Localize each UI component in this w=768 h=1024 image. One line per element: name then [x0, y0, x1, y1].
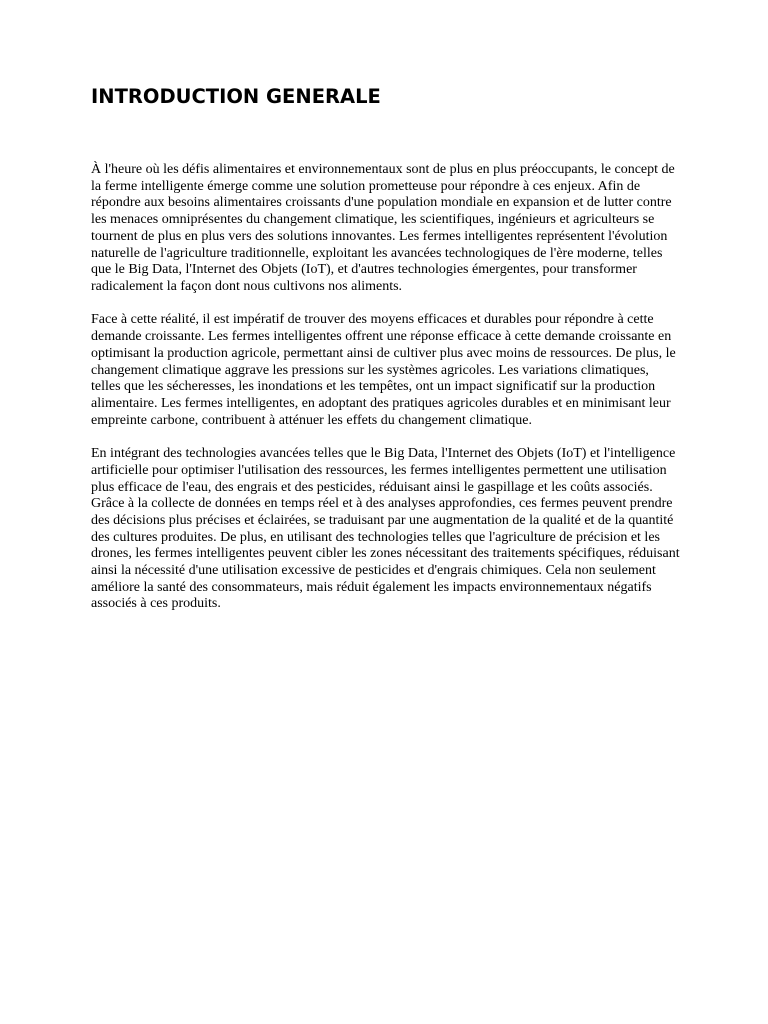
paragraph-3: En intégrant des technologies avancées telles que le Big Data, l'Internet des Objets (IoT) et l'intelligence artificielle pour optimiser l'utilisation des ressources, les fermes intelligentes permettent une utilisation plus efficace de l'eau, des engrais et des pesticides, réduisant ainsi le gaspillage et les coûts associés. Grâce à la collecte de données en temps réel et à des analyses approfondies, ces fermes peuvent prendre des décisions plus précises et éclairées, se traduisant par une augmentation de la qualité et de la quantité des cultures produites. De plus, en utilisant des technologies telles que l'agriculture de précision et les drones, les fermes intelligentes peuvent cibler les zones nécessitant des traitements spécifiques, réduisant ainsi la nécessité d'une utilisation excessive de pesticides et d'engrais chimiques. Cela non seulement améliore la santé des consommateurs, mais réduit également les impacts environnementaux négatifs associés à ces produits.	[91, 446, 680, 612]
paragraph-2: Face à cette réalité, il est impératif de trouver des moyens efficaces et durables pour répondre à cette demande croissante. Les fermes intelligentes offrent une réponse efficace à cette demande croissante en optimisant la production agricole, permettant ainsi de cultiver plus avec moins de ressources. De plus, le changement climatique aggrave les pressions sur les systèmes agricoles. Les variations climatiques, telles que les sécheresses, les inondations et les tempêtes, ont un impact significatif sur la production alimentaire. Les fermes intelligentes, en adoptant des pratiques agricoles durables et en minimisant leur empreinte carbone, contribuent à atténuer les effets du changement climatique.	[91, 312, 676, 428]
document-body	[91, 162, 681, 630]
document-title: INTRODUCTION GENERALE	[91, 85, 381, 108]
paragraph-1: À l'heure où les défis alimentaires et environnementaux sont de plus en plus préoccupants, le concept de la ferme intelligente émerge comme une solution prometteuse pour répondre à ces enjeux. Afin de répondre aux besoins alimentaires croissants d'une population mondiale en expansion et de lutter contre les menaces omniprésentes du changement climatique, les scientifiques, ingénieurs et agriculteurs se tournent de plus en plus vers des solutions innovantes. Les fermes intelligentes représentent l'évolution naturelle de l'agriculture traditionnelle, exploitant les avancées technologiques de l'ère moderne, telles que le Big Data, l'Internet des Objets (IoT), et d'autres technologies émergentes, pour transformer radicalement la façon dont nous cultivons nos aliments.	[91, 162, 675, 294]
